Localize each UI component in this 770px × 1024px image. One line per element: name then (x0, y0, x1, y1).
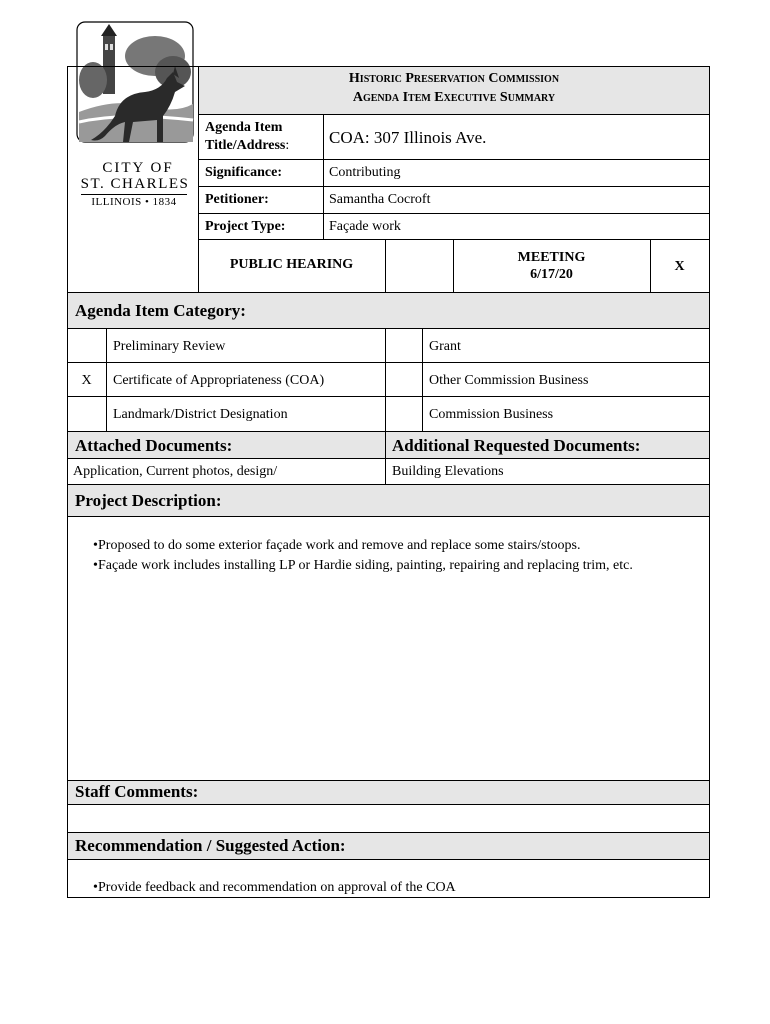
category-right-label: Other Commission Business (429, 373, 589, 388)
recommendation-heading: Recommendation / Suggested Action: (75, 836, 346, 855)
project-type-label: Project Type: (205, 219, 286, 234)
category-heading: Agenda Item Category: (75, 301, 246, 320)
public-hearing-checkbox (386, 240, 453, 292)
additional-documents-value: Building Elevations (392, 464, 504, 479)
category-left-label: Certificate of Appropriateness (COA) (113, 373, 325, 388)
agenda-item-label-2 (205, 138, 289, 154)
petitioner-value: Samantha Cocroft (329, 192, 431, 207)
header-title-line2: Agenda Item Executive Summary (352, 90, 556, 105)
significance-value: Contributing (329, 165, 401, 180)
petitioner-label: Petitioner: (205, 192, 269, 207)
additional-documents-heading: Additional Requested Documents: (392, 436, 641, 455)
attached-documents-heading: Attached Documents: (75, 436, 233, 455)
list-item-text: Proposed to do some exterior façade work and remove and replace some stairs/stoops. (98, 538, 581, 553)
list-item-text: Façade work includes installing LP or Hardie siding, painting, repairing and replacing trim, etc. (98, 558, 633, 573)
agenda-item-value: COA: 307 Illinois Ave. (329, 128, 487, 147)
meeting-checkbox-mark: X (674, 259, 685, 274)
bullet-marker: • (93, 880, 98, 895)
significance-label: Significance: (205, 165, 282, 180)
logo-divider (81, 194, 187, 195)
meeting-date: 6/17/20 (530, 267, 573, 282)
list-item (68, 880, 456, 896)
public-hearing-label: PUBLIC HEARING (229, 257, 354, 272)
meeting-label: MEETING (517, 250, 586, 265)
list-item (68, 538, 580, 554)
logo-state-line: ILLINOIS • 1834 (91, 196, 177, 208)
project-type-value: Façade work (329, 219, 401, 234)
agenda-item-label-1: Agenda Item (205, 120, 283, 135)
fox-tower-emblem-icon (75, 20, 195, 160)
list-item-text: Provide feedback and recommendation on approval of the COA (98, 880, 456, 895)
category-right-label: Grant (429, 339, 461, 354)
project-description-heading: Project Description: (75, 491, 222, 510)
logo-city-line2: ST. CHARLES (80, 176, 190, 192)
header-title-line1: Historic Preservation Commission (348, 71, 560, 86)
staff-comments-heading: Staff Comments: (75, 782, 199, 801)
agenda-item-label-colon: : (285, 138, 290, 153)
agenda-item-label-2-text: Title/Address (205, 138, 286, 153)
bullet-marker: • (93, 558, 98, 573)
list-item (68, 558, 633, 574)
bullet-marker: • (93, 538, 98, 553)
attached-documents-value: Application, Current photos, design/ (73, 464, 278, 479)
logo-city-line1: CITY OF (102, 160, 174, 176)
category-left-label: Preliminary Review (113, 339, 226, 354)
category-right-label: Commission Business (429, 407, 554, 422)
category-left-mark: X (81, 373, 92, 388)
category-left-label: Landmark/District Designation (113, 407, 288, 422)
city-logo (75, 20, 195, 215)
